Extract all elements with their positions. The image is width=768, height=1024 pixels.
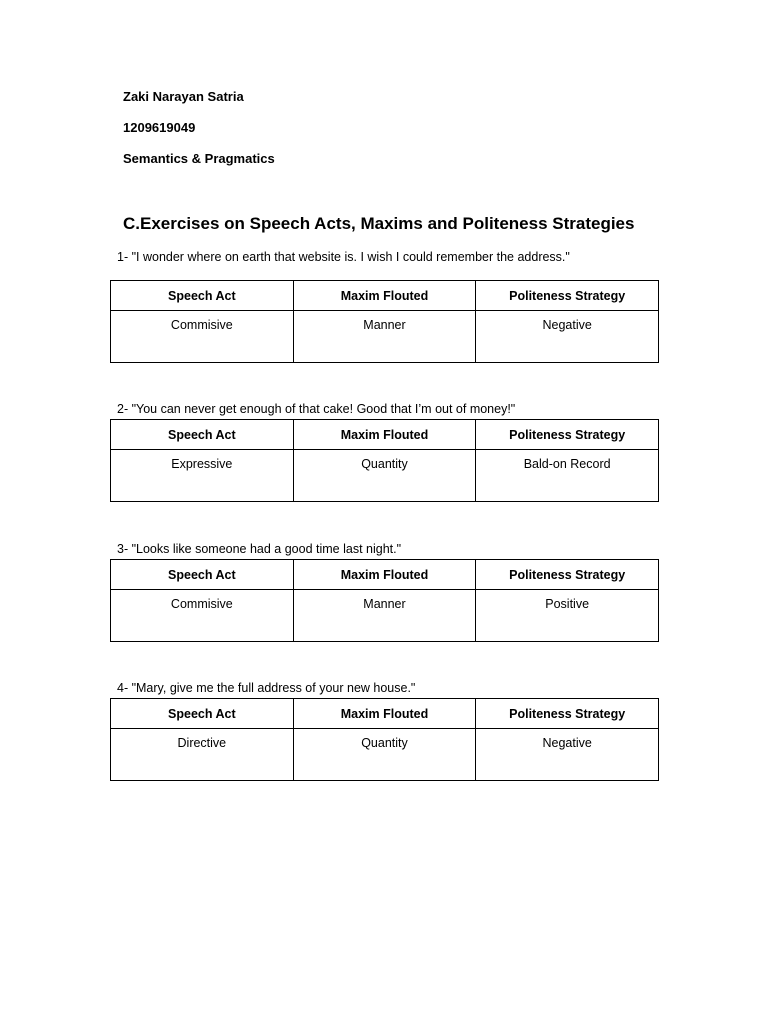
- answer-table-3: [110, 559, 659, 642]
- question-1: 1- "I wonder where on earth that website is. I wish I could remember the address.": [117, 250, 570, 264]
- header-maxim-flouted: Maxim Flouted: [293, 281, 476, 311]
- header-politeness-strategy: Politeness Strategy: [476, 560, 659, 590]
- header-politeness-strategy: Politeness Strategy: [476, 420, 659, 450]
- answer-table-1: [110, 280, 659, 363]
- answer-table-4: [110, 698, 659, 781]
- author-name: Zaki Narayan Satria: [123, 89, 244, 104]
- politeness-cell: Bald-on Record: [476, 450, 659, 502]
- question-2: 2- "You can never get enough of that cake! Good that I’m out of money!": [117, 402, 516, 416]
- answer-table-2: [110, 419, 659, 502]
- speech-act-cell: Commisive: [111, 311, 294, 363]
- speech-act-cell: Directive: [111, 729, 294, 781]
- politeness-cell: Negative: [476, 311, 659, 363]
- maxim-cell: Manner: [293, 311, 476, 363]
- header-maxim-flouted: Maxim Flouted: [293, 699, 476, 729]
- header-maxim-flouted: Maxim Flouted: [293, 560, 476, 590]
- page-title: C.Exercises on Speech Acts, Maxims and Politeness Strategies: [123, 214, 635, 233]
- politeness-cell: Positive: [476, 590, 659, 642]
- header-politeness-strategy: Politeness Strategy: [476, 281, 659, 311]
- header-speech-act: Speech Act: [111, 281, 294, 311]
- header-speech-act: Speech Act: [111, 560, 294, 590]
- header-speech-act: Speech Act: [111, 420, 294, 450]
- speech-act-cell: Expressive: [111, 450, 294, 502]
- maxim-cell: Manner: [293, 590, 476, 642]
- header-maxim-flouted: Maxim Flouted: [293, 420, 476, 450]
- question-3: 3- "Looks like someone had a good time last night.": [117, 542, 402, 556]
- speech-act-cell: Commisive: [111, 590, 294, 642]
- politeness-cell: Negative: [476, 729, 659, 781]
- maxim-cell: Quantity: [293, 450, 476, 502]
- maxim-cell: Quantity: [293, 729, 476, 781]
- student-id: 1209619049: [123, 120, 196, 135]
- course-name: Semantics & Pragmatics: [123, 151, 275, 166]
- header-politeness-strategy: Politeness Strategy: [476, 699, 659, 729]
- header-speech-act: Speech Act: [111, 699, 294, 729]
- question-4: 4- "Mary, give me the full address of your new house.": [117, 681, 416, 695]
